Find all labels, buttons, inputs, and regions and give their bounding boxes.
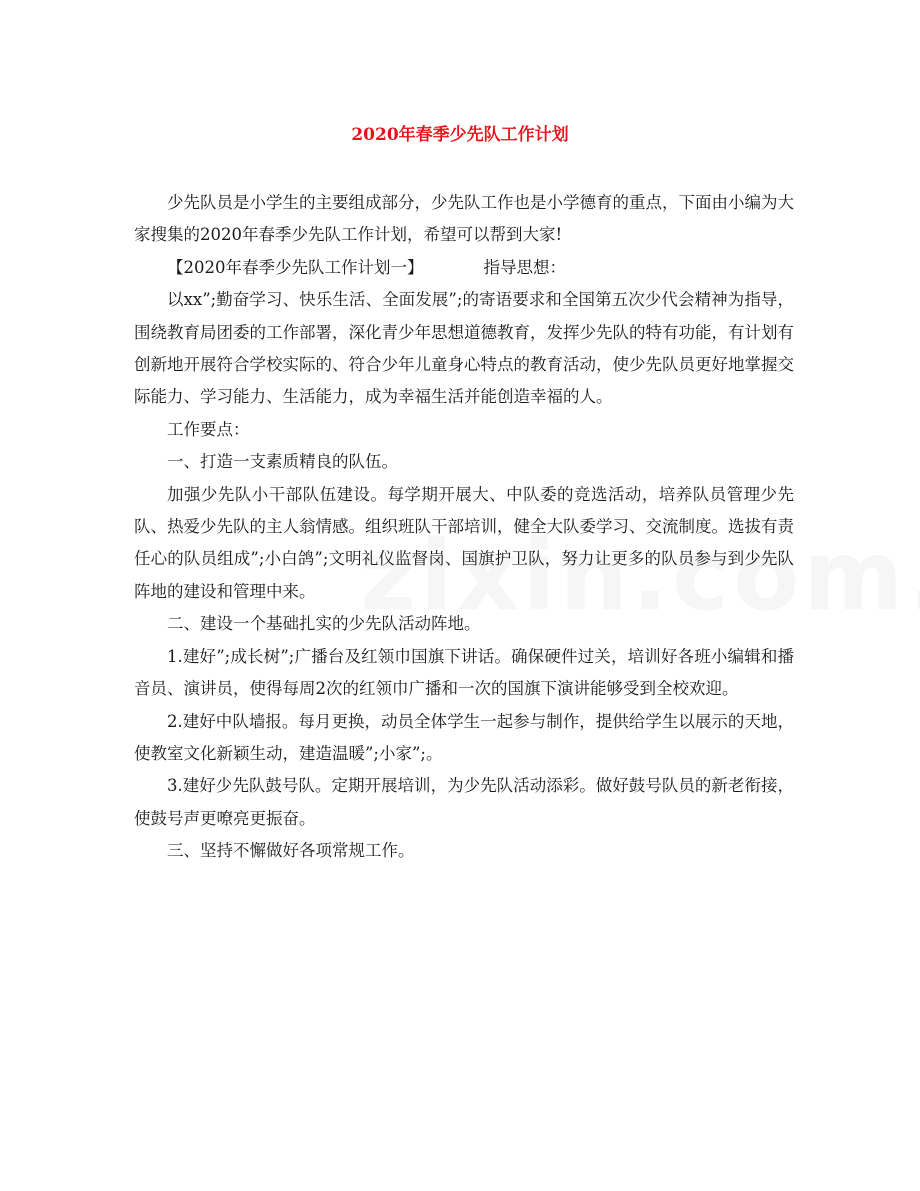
paragraph-guiding: 以xx”;勤奋学习、快乐生活、全面发展”;的寄语要求和全国第五次少代会精神为指导，围绕教育局团委的工作部署，深化青少年思想道德教育，发挥少先队的特有功能，有计划有创新地开展符合学校实际的、符合少年儿童身心特点的教育活动，使少先队员更好地掌握交际能力、学习能力、生活能力，成为幸福生活并能创造幸福的人。 [134, 290, 794, 407]
paragraph-intro: 少先队员是小学生的主要组成部分，少先队工作也是小学德育的重点，下面由小编为大家搜集的2020年春季少先队工作计划，希望可以帮到大家! [134, 193, 794, 245]
paragraph-item-1: 1.建好”;成长树”;广播台及红领巾国旗下讲话。确保硬件过关，培训好各班小编辑和播音员、演讲员，使得每周2次的红领巾广播和一次的国旗下演讲能够受到全校欢迎。 [134, 646, 794, 699]
paragraph-team: 加强少先队小干部队伍建设。每学期开展大、中队委的竞选活动，培养队员管理少先队、热爱少先队的主人翁情感。组织班队干部培训，健全大队委学习、交流制度。选拔有责任心的队员组成”;小白鸽”;文明礼仪监督岗、国旗护卫队，努力让更多的队员参与到少先队阵地的建设和管理中来。 [134, 484, 794, 601]
section-heading-line [134, 252, 794, 284]
paragraph-key-points: 工作要点： [167, 419, 250, 439]
document-body [134, 187, 794, 868]
heading-one: 一、打造一支素质精良的队伍。 [167, 452, 398, 472]
section-heading: 【2020年春季少先队工作计划一】 [167, 257, 424, 277]
document-title: 2020年春季少先队工作计划 [351, 125, 569, 145]
heading-three: 三、坚持不懈做好各项常规工作。 [167, 841, 415, 861]
guiding-label: 指导思想： [483, 257, 566, 277]
paragraph-item-3: 3.建好少先队鼓号队。定期开展培训，为少先队活动添彩。做好鼓号队员的新老衔接，使鼓号声更嘹亮更振奋。 [134, 776, 794, 828]
heading-two: 二、建设一个基础扎实的少先队活动阵地。 [167, 614, 481, 634]
paragraph-item-2: 2.建好中队墙报。每月更换，动员全体学生一起参与制作，提供给学生以展示的天地，使教室文化新颖生动，建造温暖”;小家”;。 [134, 711, 794, 763]
